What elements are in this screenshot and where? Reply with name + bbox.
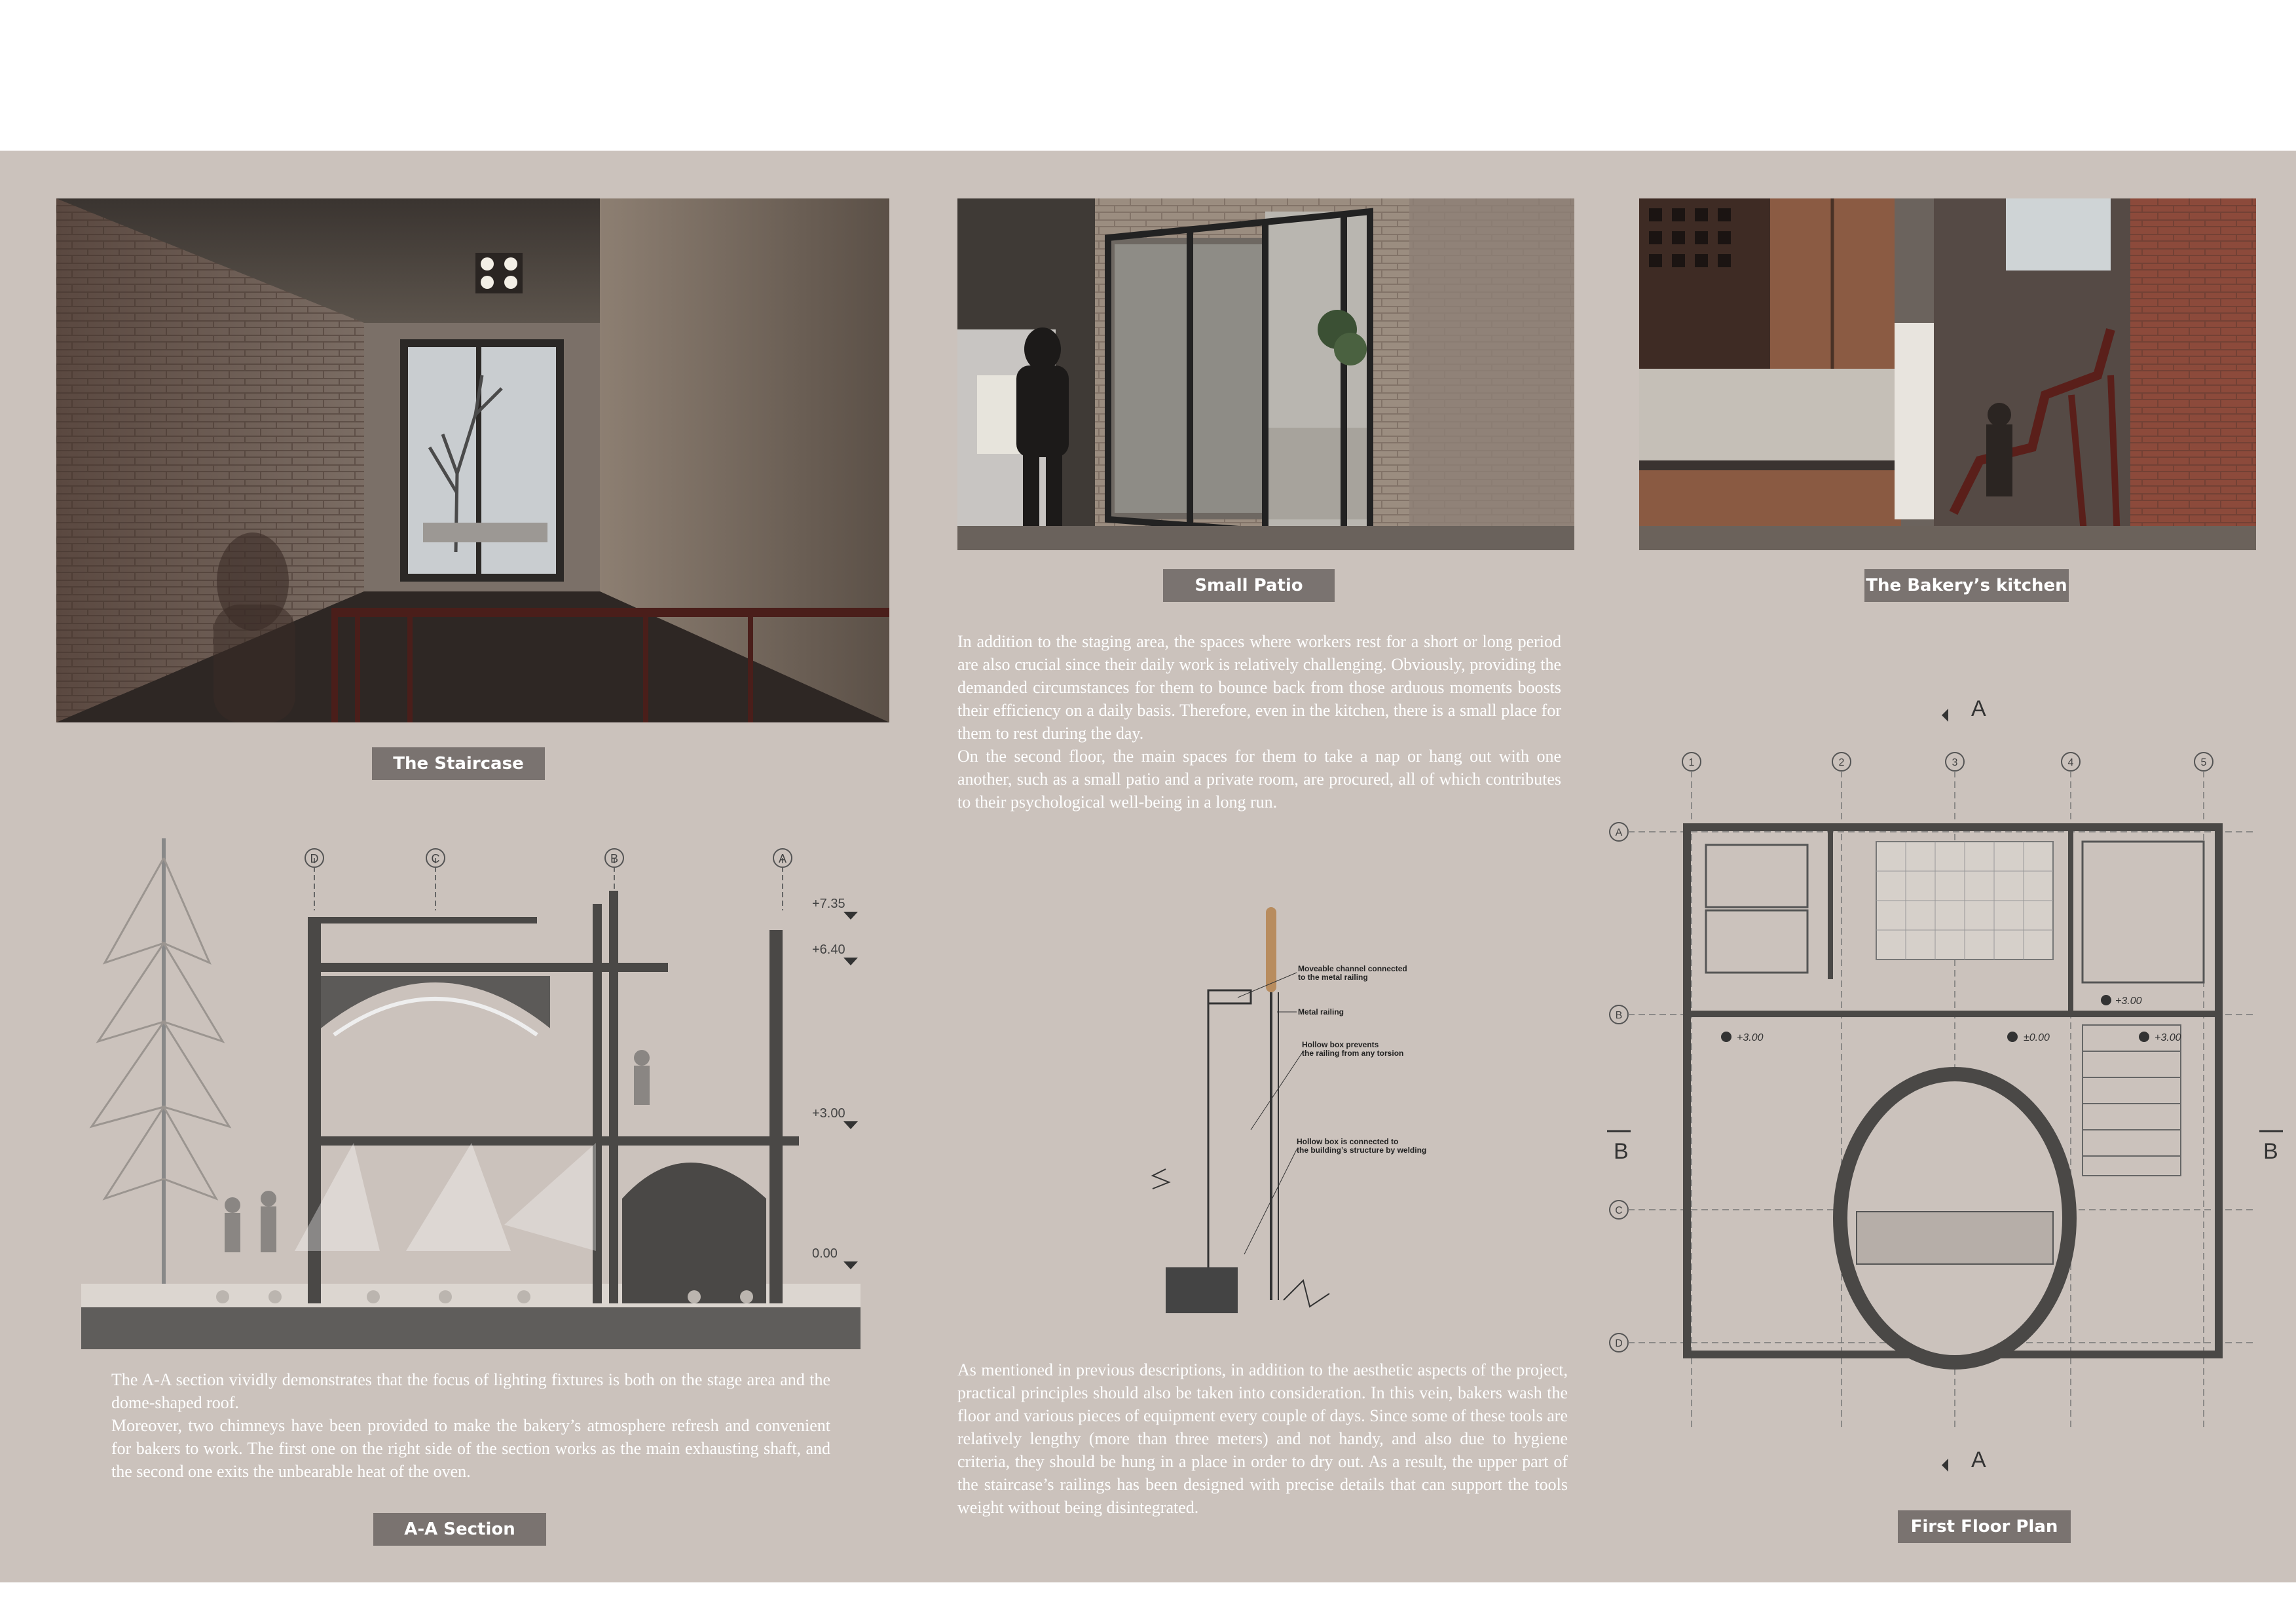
- plan-level-1: +3.00: [1737, 1032, 1764, 1043]
- kitchen-render: [1639, 198, 2256, 550]
- caption-patio: Small Patio: [1163, 569, 1335, 602]
- section-grid-b: B: [610, 852, 619, 865]
- floor-plan-drawing: [1598, 691, 2296, 1503]
- caption-section: A-A Section: [373, 1513, 546, 1546]
- rest-spaces-paragraph-2: On the second floor, the main spaces for them to take a nap or hang out with one another, such as a small patio and a private room, are procured, all of which contributes to their psychological well-being in a long run.: [957, 747, 1561, 811]
- section-paragraph-2: Moreover, two chimneys have been provided to make the bakery’s atmosphere refresh and convenient for bakers to work. The first one on the right side of the section works as the main exhausting shaft, and the second one exits the unbearable heat of the oven.: [111, 1416, 830, 1481]
- detail-note-1b: to the metal railing: [1298, 973, 1368, 982]
- text-railing-description: [957, 1358, 1568, 1519]
- plan-level-3: ±0.00: [2024, 1032, 2050, 1043]
- staircase-render: [56, 198, 889, 722]
- text-section-description: [111, 1368, 830, 1483]
- railing-detail-drawing: [1107, 901, 1428, 1320]
- detail-note-2: Metal railing: [1298, 1007, 1344, 1017]
- plan-level-4: +3.00: [2155, 1032, 2181, 1043]
- detail-note-4b: the building’s structure by welding: [1297, 1146, 1427, 1155]
- plan-grid-d: D: [1615, 1338, 1623, 1349]
- text-rest-spaces: [957, 630, 1561, 813]
- caption-plan: First Floor Plan: [1898, 1510, 2071, 1543]
- detail-note-4a: Hollow box is connected to: [1297, 1137, 1399, 1146]
- section-level-2: +6.40: [812, 942, 845, 957]
- plan-cut-b-right: B: [2263, 1139, 2278, 1164]
- section-grid-a: A: [778, 852, 787, 865]
- plan-cut-a-top: A: [1971, 696, 1986, 721]
- railing-paragraph: As mentioned in previous descriptions, in addition to the aesthetic aspects of the project, practical principles should also be taken into consideration. In this vein, bakers wash the floor and various pieces of equipment every couple of days. Since some of these tools are relatively lengthy (more than three meters) and not handy, and also due to hygiene criteria, they should be hung in a place in order to dry out. As a result, the upper part of the staircase’s railings has been designed with precise details that can support the tools weight without being disintegrated.: [957, 1360, 1568, 1517]
- rest-spaces-paragraph-1: In addition to the staging area, the spaces where workers rest for a short or long period are also crucial since their daily work is relatively challenging. Obviously, providing the demanded circumstances for them to bounce back from those arduous moments boosts their efficiency on a daily basis. Therefore, even in the kitchen, there is a small place for them to rest during the day.: [957, 632, 1561, 743]
- caption-kitchen: The Bakery’s kitchen: [1864, 569, 2069, 602]
- tree-icon: [92, 838, 229, 1284]
- plan-level-2: +3.00: [2115, 996, 2142, 1007]
- section-level-4: 0.00: [812, 1246, 838, 1261]
- section-paragraph-1: The A-A section vividly demonstrates that the focus of lighting fixtures is both on the stage area and the dome-shaped roof.: [111, 1370, 830, 1412]
- plan-grid-c: C: [1615, 1205, 1623, 1216]
- detail-note-1a: Moveable channel connected: [1298, 964, 1407, 973]
- plan-grid-4: 4: [2067, 757, 2074, 768]
- plan-cut-b-left: B: [1614, 1139, 1629, 1164]
- caption-staircase: The Staircase: [372, 747, 545, 780]
- detail-note-3a: Hollow box prevents: [1302, 1040, 1379, 1049]
- plan-grid-1: 1: [1688, 757, 1695, 768]
- plan-cut-a-bottom: A: [1971, 1447, 1986, 1472]
- plan-grid-3: 3: [1952, 757, 1958, 768]
- detail-note-3b: the railing from any torsion: [1302, 1049, 1404, 1058]
- plan-grid-a: A: [1615, 827, 1623, 838]
- patio-render: [957, 198, 1574, 550]
- section-grid-c: C: [431, 852, 440, 865]
- section-level-1: +7.35: [812, 897, 845, 911]
- plan-grid-2: 2: [1838, 757, 1845, 768]
- plan-grid-b: B: [1615, 1010, 1623, 1021]
- plan-grid-5: 5: [2200, 757, 2207, 768]
- section-grid-d: D: [310, 852, 319, 865]
- section-drawing: [79, 832, 878, 1356]
- section-level-3: +3.00: [812, 1106, 845, 1121]
